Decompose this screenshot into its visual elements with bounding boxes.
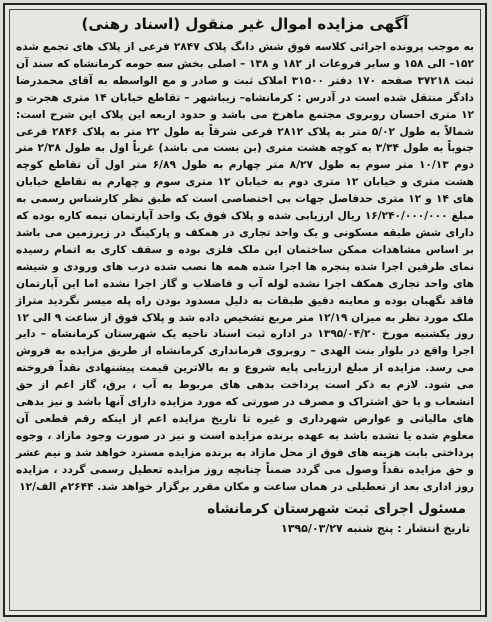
notice-body: به موجب پرونده اجرائی کلاسه فوق شش دانگ پلاک ۲۸۴۷ فرعی از پلاک های تجمع شده ۱۵۲– الی ۱۵۸ و سایر فروعات از ۱۸۲ و ۱۳۸ – اصلی بخش سه حومه کرمانشاه که سند آن ثبت ۳۷۲۱۸ صفحه ۱۷۰ دفتر ۳۱۵۰۰ املاک ثبت و صادر و مع الواسطه به آقای محمدرضا دادگر منتقل شده است در آدرس : کرمانشاه– زیباشهر – تقاطع خیابان ۱۴ متری هجرت و ۱۲ متری احسان روبروی مجتمع ماهرخ می باشد و حدود اربعه این پلاک این شرح است: شمالاً به طول ۵/۰۲ متر به پلاک ۲۸۱۲ فرعی شرقاً به طول ۲۲ متر به پلاک ۲۸۴۶ فرعی جنوباً به طول ۳/۳۴ به کوچه هشت متری (بن بست می باشد) غرباً اول به طول ۲/۳۸ متر دوم ۱۰/۱۳ متر سوم به طول ۸/۲۷ متر چهارم به طول ۶/۸۹ متر اول آن تقاطع کوچه هشت متری و خیابان ۱۲ متری دوم به خیابان ۱۲ متری سوم و چهارم به تقاطع خیابان های ۱۴ و ۱۲ متری حدفاصل جهات بی اختصاصی است که طبق نظر کارشناس رسمی به مبلغ ۱۶/۲۴۰/۰۰۰/۰۰۰ ریال ارزیابی شده و پلاک فوق یک واحد آپارتمان نیمه کاره بوده که دارای شش طبقه مسکونی و یک واحد تجاری در همکف و پارکینگ در زیرزمین می باشد بر اساس مشاهدات ممکن ساختمان این ملک فلزی بوده و سقف کاری به اتمام رسیده نمای طرفین اجرا شده پنجره ها اجرا شده همه ها نصب شده درب های ورودی و شیشه های واحد تجاری همکف اجرا نشده لوله آب و فاضلاب و گاز اجرا نشده اما این آپارتمان فاقد نگهبان بوده و معاینه دقیق طبقات به دلیل مسدود بودن راه پله میسر نگردید متراژ ملک مورد نظر به میزان ۱۲/۱۹ متر مربع تشخیص داده شد و پلاک فوق از ساعت ۹ الی ۱۲ روز یکشنبه مورخ ۱۳۹۵/۰۴/۲۰ در اداره ثبت اسناد ناحیه یک شهرستان کرمانشاه – دایر اجرا واقع در بلوار بنت الهدی – روبروی فرمانداری کرمانشاه از طریق مزایده به فروش می رسد. مزایده از مبلغ ارزیابی پایه شروع و به بالاترین قیمت پیشنهادی نقداً فروخته می شود. لازم به ذکر است پرداخت بدهی های مربوط به آب ، برق، گاز اعم از حق انشعاب و یا حق اشتراک و مصرف در صورتی که مورد مزایده دارای آنها باشد و نیز بدهی های مالیاتی و عوارض شهرداری و غیره تا تاریخ مزایده اعم از اینکه رقم قطعی آن معلوم شده یا نشده باشد به عهده برنده مزایده است و نیز در صورت وجود مازاد ، وجوه پرداختی بابت هزینه های فوق از محل مازاد به برنده مزایده مسترد خواهد شد و نیم عشر و حق مزایده نقداً وصول می گردد ضمناً چنانچه روز مزایده تعطیل رسمی گردد ، مزایده روز اداری بعد از تعطیلی در همان ساعت و مکان مقرر برگزار خواهد شد. ۲۶۴۴م الف/۱۲ — [16, 41, 475, 493]
publish-date: تاریخ انتشار : پنج شنبه ۱۳۹۵/۰۳/۲۷ — [280, 522, 470, 536]
signature-line: مسئول اجرای ثبت شهرستان کرمانشاه — [207, 501, 466, 518]
notice-frame — [3, 3, 487, 617]
notice-border — [9, 9, 481, 611]
notice-title: آگهی مزایده اموال غیر منقول (اسناد رهنی) — [81, 15, 409, 33]
